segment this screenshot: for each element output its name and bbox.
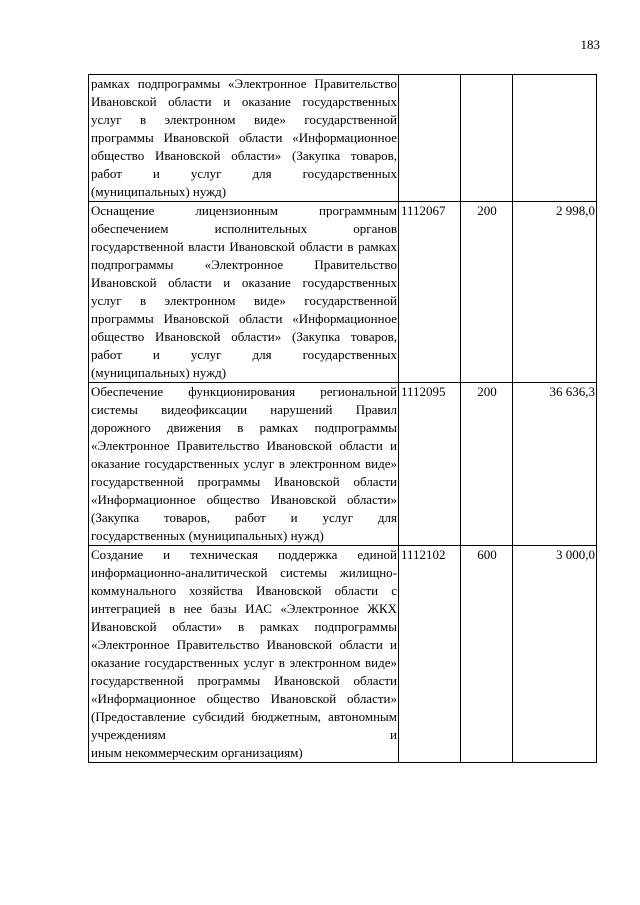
expense-type-code [461, 75, 513, 202]
row-description-cell [89, 75, 399, 202]
row-description-last-line: государственных (муниципальных) нужд) [91, 528, 324, 543]
table-row [89, 202, 597, 383]
table-row [89, 546, 597, 763]
target-article-code: 1112095 [399, 383, 461, 546]
amount: 36 636,3 [513, 383, 597, 546]
row-description-cell [89, 202, 399, 383]
table-row [89, 75, 597, 202]
row-description-cell [89, 546, 399, 763]
row-description-last-line: иным некоммерческим организациям) [91, 745, 303, 760]
table-row [89, 383, 597, 546]
amount: 3 000,0 [513, 546, 597, 763]
row-description: Обеспечение функционирования региональной системы видеофиксации нарушений Правил дорожного движения в рамках подпрограммы «Электронное Правительство Ивановской области и оказание государственных услуг в электронном виде» государственной программы Ивановской области «Информационное общество Ивановской области» (Закупка товаров, работ и услуг для [91, 384, 397, 525]
expense-type-code: 600 [461, 546, 513, 763]
row-description-cell [89, 383, 399, 546]
amount [513, 75, 597, 202]
row-description-last-line: (муниципальных) нужд) [91, 184, 227, 199]
amount: 2 998,0 [513, 202, 597, 383]
row-description: рамках подпрограммы «Электронное Правительство Ивановской области и оказание государственных услуг в электронном виде» государственной программы Ивановской области «Информационное общество Ивановской области» (Закупка товаров, работ и услуг для государственных [91, 76, 397, 181]
page-number: 183 [580, 37, 600, 52]
row-description: Оснащение лицензионным программным обеспечением исполнительных органов государственной власти Ивановской области в рамках подпрограммы «Электронное Правительство Ивановской области и оказание государственных услуг в электронном виде» государственной программы Ивановской области «Информационное общество Ивановской области» (Закупка товаров, работ и услуг для государственных [91, 203, 397, 362]
expense-type-code: 200 [461, 202, 513, 383]
row-description: Создание и техническая поддержка единой информационно-аналитической системы жилищно-коммунального хозяйства Ивановской области с интеграцией в нее базы ИАС «Электронное ЖКХ Ивановской области» в рамках подпрограммы «Электронное Правительство Ивановской области и оказание государственных услуг в электронном виде» государственной программы Ивановской области «Информационное общество Ивановской области» (Предоставление субсидий бюджетным, автономным учреждениям и [91, 547, 397, 742]
budget-table [88, 74, 597, 763]
target-article-code: 1112067 [399, 202, 461, 383]
row-description-last-line: (муниципальных) нужд) [91, 365, 227, 380]
expense-type-code: 200 [461, 383, 513, 546]
target-article-code [399, 75, 461, 202]
target-article-code: 1112102 [399, 546, 461, 763]
